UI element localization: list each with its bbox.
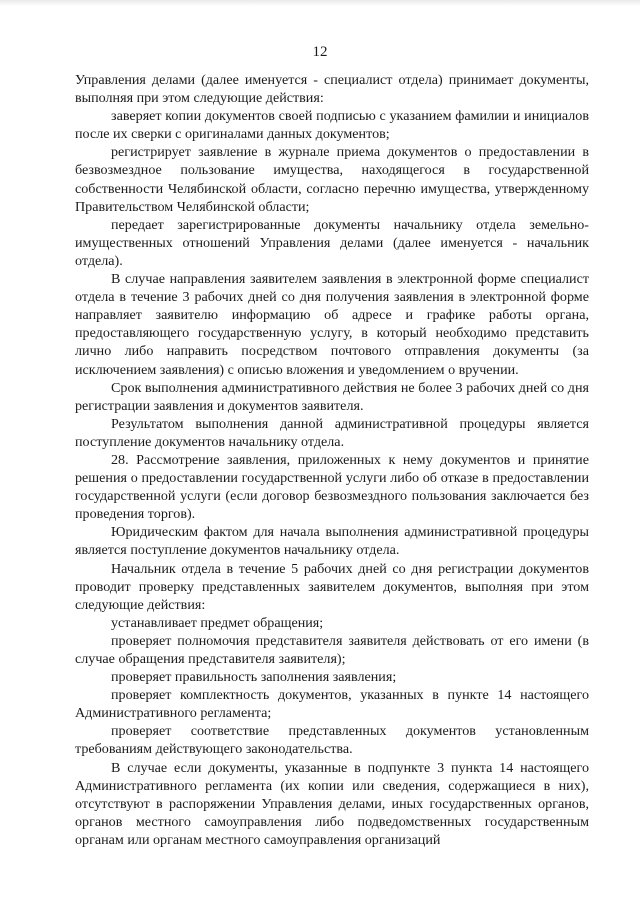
section-heading-paragraph: 28. Рассмотрение заявления, приложенных к нему документов и принятие решения о предоставлении государственной услуги либо об отказе в предоставлении государственной услуги (если договор безвозмездного пользования заключается без проведения торгов). xyxy=(75,451,589,523)
list-item: проверяет полномочия представителя заявителя действовать от его имени (в случае обращения представителя заявителя); xyxy=(75,632,589,667)
paragraph: В случае направления заявителем заявления в электронной форме специалист отдела в течение 3 рабочих дней со дня получения заявления в электронной форме направляет заявителю информацию об адресе и графике работы органа, предоставляющего государственную услугу, в который необходимо представить лично либо направить посредством почтового отправления документы (за исключением заявления) с описью вложения и уведомлением о вручении. xyxy=(75,271,589,378)
paragraph: Юридическим фактом для начала выполнения административной процедуры является поступление документов начальнику отдела. xyxy=(75,524,589,559)
list-item: проверяет соответствие представленных документов установленным требованиям действующего законодательства. xyxy=(75,723,589,758)
list-item: устанавливает предмет обращения; xyxy=(111,614,324,631)
page-number: 12 xyxy=(312,44,328,60)
paragraph: Начальник отдела в течение 5 рабочих дней со дня регистрации документов проводит проверку представленных заявителем документов, выполняя при этом следующие действия: xyxy=(75,560,589,613)
paragraph: передает зарегистрированные документы начальнику отдела земельно-имущественных отношений Управления делами (далее именуется - начальник отдела). xyxy=(75,216,589,269)
list-item: проверяет комплектность документов, указанных в пункте 14 настоящего Административного регламента; xyxy=(75,687,589,722)
scan-edge xyxy=(0,0,640,6)
paragraph: Срок выполнения административного действия не более 3 рабочих дней со дня регистрации заявления и документов заявителя. xyxy=(75,379,589,414)
list-item: проверяет правильность заполнения заявления; xyxy=(111,669,397,686)
paragraph: Управления делами (далее именуется - специалист отдела) принимает документы, выполняя при этом следующие действия: xyxy=(75,72,589,107)
document-body xyxy=(75,71,589,849)
paragraph: заверяет копии документов своей подписью с указанием фамилии и инициалов после их сверки с оригиналами данных документов; xyxy=(75,108,589,143)
paragraph: В случае если документы, указанные в подпункте 3 пункта 14 настоящего Административного регламента (их копии или сведения, содержащиеся в них), отсутствуют в распоряжении Управления делами, иных государственных органов, органов местного самоуправления либо подведомственных государственным органам или органам местного самоуправления организаций xyxy=(75,759,589,848)
paragraph: регистрирует заявление в журнале приема документов о предоставлении в безвозмездное пользование имущества, находящегося в государственной собственности Челябинской области, согласно перечню имущества, утвержденному Правительством Челябинской области; xyxy=(75,144,589,215)
paragraph: Результатом выполнения данной административной процедуры является поступление документов начальнику отдела. xyxy=(75,415,589,450)
